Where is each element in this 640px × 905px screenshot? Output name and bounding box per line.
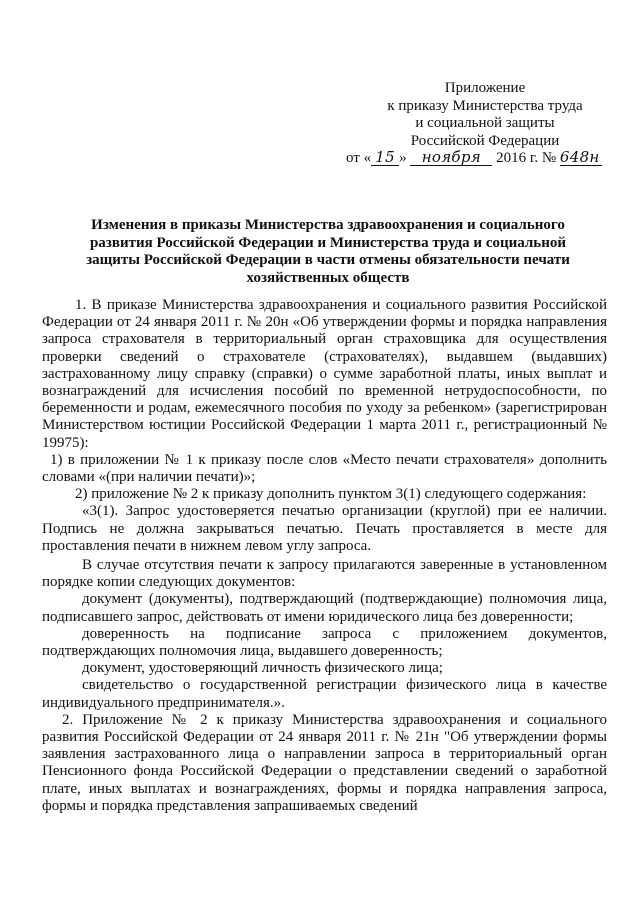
order-month: ноября (421, 148, 482, 166)
appendix-line-3: и социальной защиты (415, 115, 555, 131)
order-from-label: от « (346, 150, 372, 166)
order-day-blank (371, 150, 399, 166)
order-day: 15 (375, 148, 395, 166)
appendix-line-2: к приказу Министерства труда (387, 97, 583, 114)
paragraph-1-doc-authority: документ (документы), подтверждающий (подтверждающие) полномочия лица, подписавшего запрос, действовать от имени юридического лица без доверенности; (42, 591, 607, 625)
paragraph-1-quote: «3(1). Запрос удостоверяется печатью организации (круглой) при ее наличии. Подпись не должна закрываться печатью. Печать проставляется в месте для проставления печати в нижнем левом углу запроса. (42, 503, 607, 554)
document-title: Изменения в приказы Министерства здравоохранения и социального развития Российской Федерации и Министерства труда и социальной защиты Российской Федерации в части отмены обязательности печати хозяйственных обществ (86, 217, 570, 286)
order-number: 648н (559, 148, 600, 166)
paragraph-1-registration-cert: свидетельство о государственной регистрации физического лица в качестве индивидуального предпринимателя.». (42, 677, 607, 711)
paragraph-2: 2. Приложение № 2 к приказу Министерства здравоохранения и социального развития Российской Федерации от 24 января 2011 г. № 21н "Об утверждении формы заявления застрахованного лица о направлении запроса в территориальный орган Пенсионного фонда Российской Федерации о представлении сведений о заработной плате, иных выплатах и вознаграждениях, формы и порядка направления запроса, формы и порядка представления запрашиваемых сведений (42, 711, 607, 814)
appendix-header (340, 80, 630, 168)
paragraph-1-item-2: 2) приложение № 2 к приказу дополнить пунктом 3(1) следующего содержания: (75, 486, 587, 503)
paragraph-1: 1. В приказе Министерства здравоохранения и социального развития Российской Федерации от 24 января 2011 г. № 20н «Об утверждении формы и порядка направления запроса страхователя в территориальный орган страховщика для осуществления проверки сведений о страхователе (страхователях), выдавшем (выдавших) застрахованному лицу справку (справки) о сумме заработной платы, иных выплат и вознаграждений для исчисления пособий по временной нетрудоспособности, по беременности и родам, ежемесячного пособия по уходу за ребенком» (зарегистрирован Министерством юстиции Российской Федерации 1 марта 2011 г., регистрационный № 19975): (42, 297, 607, 451)
paragraph-1-no-seal: В случае отсутствия печати к запросу прилагаются заверенные в установленном порядке копии следующих документов: (42, 557, 607, 591)
document-body (42, 297, 607, 815)
paragraph-1-item-1: 1) в приложении № 1 к приказу после слов «Место печати страхователя» дополнить словами «(при наличии печати)»; (42, 451, 607, 486)
appendix-line-1: Приложение (444, 80, 526, 96)
appendix-line-4: Российской Федерации (410, 132, 560, 149)
paragraph-1-power-of-attorney: доверенность на подписание запроса с приложением документов, подтверждающих полномочия лица, выдавшего доверенность; (42, 625, 607, 660)
order-year-label: 2016 г. № (496, 150, 557, 166)
order-month-blank (410, 150, 492, 166)
order-date-number (340, 150, 630, 168)
order-close-quote: » (399, 150, 407, 166)
paragraph-1-identity-doc: документ, удостоверяющий личность физического лица; (82, 660, 443, 677)
order-number-blank (560, 150, 602, 166)
